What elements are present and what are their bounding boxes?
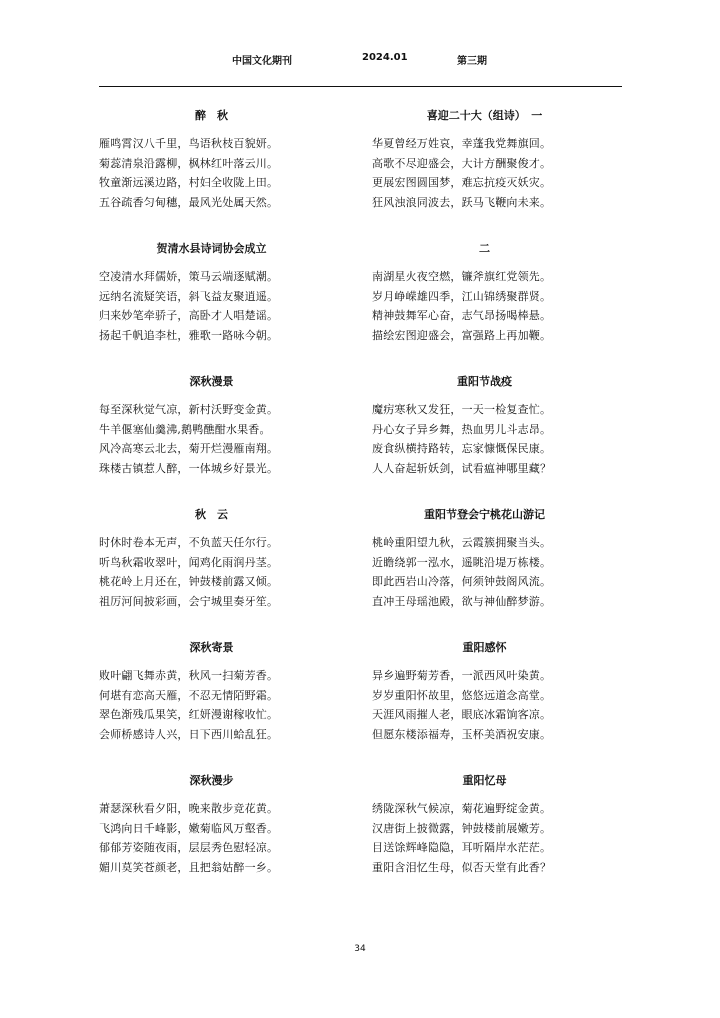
poem (372, 499, 597, 632)
poem-line: 重阳含泪忆生母，似否天堂有此香？ (372, 860, 552, 874)
poem-line: 扬起千帆追李杜，雅歌一路咏今朝。 (99, 328, 279, 342)
poem (372, 366, 597, 499)
poem-line: 每至深秋觉气凉，新村沃野变金黄。 (99, 403, 279, 416)
poem-line: 媚川莫笑苍颜老，且把翁姑醉一乡。 (99, 860, 279, 874)
poem-line: 桃岭重阳望九秋，云霞簇拥聚当头。 (372, 536, 552, 549)
poem (372, 632, 597, 765)
poem-lines (99, 666, 324, 744)
poem-title: 喜迎二十大（组诗） 一 (426, 109, 543, 122)
poem-line: 会师桥感诗人兴，日下西川蛤乱狂。 (99, 727, 279, 741)
poem-line: 五谷疏香匀甸穗，最风光处属天然。 (99, 195, 279, 209)
poem-line: 狂风浊浪同波去，跃马飞鞭向未来。 (372, 195, 552, 209)
poem-line: 人人奋起斩妖剑，试看瘟神哪里藏？ (372, 461, 552, 475)
poem-line: 绣陇深秋气候凉，菊花遍野绽金黄。 (372, 802, 552, 815)
poem-line: 即此西岩山冷落，何须钟鼓阁风流。 (372, 575, 552, 588)
poem-lines (99, 400, 324, 478)
poem-lines (372, 267, 597, 345)
poem-title: 秋 云 (195, 508, 228, 521)
poem (372, 233, 597, 366)
poem-title: 重阳感怀 (462, 641, 507, 654)
poem-lines (99, 267, 324, 345)
poem (99, 366, 324, 499)
poem-title: 深秋漫景 (189, 375, 234, 388)
poem-line: 菊蕊清泉沿露柳，枫林红叶落云川。 (99, 156, 279, 170)
poem-line: 空凌清水拜儒娇，策马云端逐赋潮。 (99, 270, 279, 283)
poem-line: 精神鼓舞军心奋，志气昂扬喝棒悬。 (372, 309, 552, 322)
journal-title: 中国文化期刊 (232, 56, 292, 67)
poem-lines (372, 134, 597, 212)
poem-line: 听鸟秋霜收翠叶，闻鸡化雨润丹茎。 (99, 555, 279, 569)
poem (99, 632, 324, 765)
poem-line: 丹心女子异乡舞，热血男儿斗志昂。 (372, 422, 552, 436)
poem-line: 但愿东楼添福寿，玉杯美酒祝安康。 (372, 727, 552, 741)
poem-line: 描绘宏图迎盛会，富强路上再加鞭。 (372, 328, 552, 342)
poem-line: 萧瑟深秋看夕阳，晚来散步竞花黄。 (99, 802, 279, 815)
poem (372, 100, 597, 233)
issue-number: 第三期 (457, 56, 487, 67)
poem-line: 天涯风雨摧人老，眼底冰霜饷客凉。 (372, 708, 552, 721)
poem-line: 桃花岭上月还在，钟鼓楼前露又倾。 (99, 575, 279, 588)
poem-line: 风冷高寒云北去，菊开烂漫雁南翔。 (99, 442, 279, 455)
poem-lines (99, 799, 324, 877)
page-number: 34 (354, 944, 366, 954)
poem-line: 祖厉河间披彩画，会宁城里奏牙笙。 (99, 594, 279, 608)
poem-line: 败叶翩飞舞赤黄，秋风一扫菊芳香。 (99, 669, 279, 682)
poem-line: 近瞻绕郭一泓水，遥眺沿堤万栋楼。 (372, 555, 552, 569)
poem (99, 233, 324, 366)
right-poem-column (372, 100, 597, 898)
poem-line: 归来妙笔牵骄子，高卧才人唱楚谣。 (99, 309, 279, 322)
poem-line: 牛羊偃塞仙羹沸,鹅鸭醮酣水果香。 (99, 422, 271, 436)
poem-line: 岁月峥嵘雄四季，江山锦绣聚群贤。 (372, 289, 552, 303)
poem-lines (372, 533, 597, 611)
poem-line: 南湖星火夜空燃，镰斧旗红党领先。 (372, 270, 552, 283)
poem-line: 更展宏图圆国梦，难忘抗疫灭妖灾。 (372, 176, 552, 189)
poem-line: 异乡遍野菊芳香，一派西风叶染黄。 (372, 669, 552, 682)
issue-date: 2024.01 (362, 52, 408, 63)
poem-line: 高歌不尽迎盛会，大计方酬聚俊才。 (372, 156, 552, 170)
left-poem-column (99, 100, 324, 898)
poem-title: 深秋漫步 (189, 774, 234, 787)
poem-line: 魔疠寒秋又发狂，一天一检复查忙。 (372, 403, 552, 416)
poem-title: 重阳节战疫 (457, 375, 512, 388)
poem-line: 牧童渐远溪边路，村妇全收陇上田。 (99, 176, 279, 189)
poem-line: 远纳名流疑笑语，斜飞益友聚逍遥。 (99, 289, 279, 303)
poem-title: 重阳节登会宁桃花山游记 (424, 508, 545, 521)
header-rule (99, 86, 622, 87)
poem-lines (372, 799, 597, 877)
poem-line: 翠色渐残瓜果笑，红妍漫谢稼收忙。 (99, 708, 279, 721)
poem-title: 重阳忆母 (462, 774, 507, 787)
poem (372, 765, 597, 898)
poem (99, 499, 324, 632)
poem-line: 直冲王母瑶池殿，欲与神仙醉梦游。 (372, 594, 552, 608)
poem-line: 珠楼古镇惹人醉，一体城乡好景光。 (99, 461, 279, 475)
poem-title: 贺清水县诗词协会成立 (156, 242, 267, 255)
poem-title: 深秋寄景 (189, 641, 234, 654)
poem-line: 目送馀辉峰隐隐，耳听隔岸水茫茫。 (372, 841, 552, 854)
poem-line: 雁鸣霄汉八千里，鸟语秋枝百貌妍。 (99, 137, 279, 150)
poem (99, 765, 324, 898)
page-header (0, 52, 720, 68)
poem-line: 岁岁重阳怀故里，悠悠远道念高堂。 (372, 688, 552, 702)
poem-line: 废食纵横持路转，忘家慷慨保民康。 (372, 442, 552, 455)
poem-lines (372, 400, 597, 478)
poem-line: 郁郁芳姿随夜雨，层层秀色慰轻凉。 (99, 841, 279, 854)
poem-line: 飞鸿向日千峰影，嫩菊临风万壑香。 (99, 821, 279, 835)
poem-lines (372, 666, 597, 744)
poem-line: 时休时卷本无声，不负蓝天任尔行。 (99, 536, 279, 549)
poem-line: 汉唐街上披微露，钟鼓楼前展嫩芳。 (372, 821, 552, 835)
poem (99, 100, 324, 233)
poem-title: 二 (479, 242, 490, 255)
poem-lines (99, 134, 324, 212)
poem-lines (99, 533, 324, 611)
poem-line: 华夏曾经万姓哀，幸蓬我党舞旗回。 (372, 137, 552, 150)
poem-line: 何堪有恋高天雁，不忍无情陌野霜。 (99, 688, 279, 702)
poem-title: 醉 秋 (195, 109, 228, 122)
